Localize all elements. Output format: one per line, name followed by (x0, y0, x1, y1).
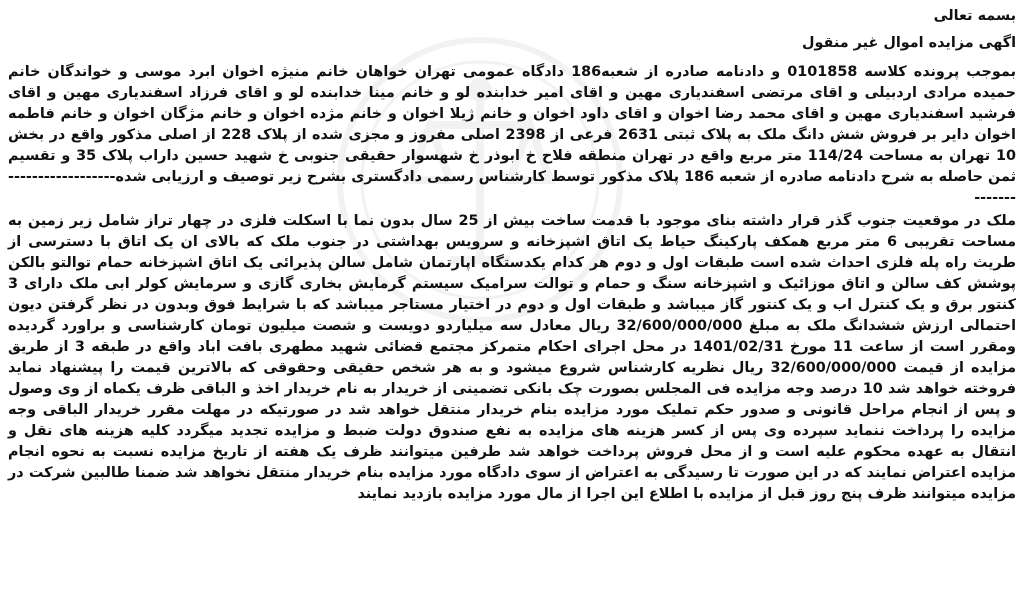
notice-paragraph-description: ملک در موقعیت جنوب گذر قرار داشته بنای موجود با قدمت ساخت بیش از 25 سال بدون نما با اسکلت فلزی در چهار تراز شامل زیر زمین به مساحت تقریبی 6 متر مربع همکف پارکینگ حیاط یک اتاق اشپزخانه و سرویس بهداشتی در جنوب ملک که بالای ان یک اتاق با دسترسی از طریث راه پله فلزی احداث شده است طبقات اول و دوم هر کدام یکدستگاه اپارتمان شامل سالن پذیرائی یک اتاق اشپزخانه حمام توالتو بالکن پوشش کف سالن و اتاق موزائیک و اشپزخانه سنگ و حمام و توالت سرامیک سیستم گرمایش بخاری گازی و سرمایش کولر ابی ملک دارای 3 کنتور برق و یک کنترل اب و یک کنتور گاز میباشد و طبقات اول و دوم در اختیار مستاجر میباشد که با شرایط فوق وبدون در نظر گرفتن دیون احتمالی ارزش ششدانگ ملک به مبلغ 32/600/000/000 ریال معادل سه میلیاردو دویست و شصت میلیون تومان کارشناسی و براورد گردیده ومقرر است از ساعت 11 مورخ 1401/02/31 در محل اجرای احکام متمرکز مجتمع قضائی شهید مطهری بافت اباد واقع در طبقه 3 از طریق مزایده از قیمت 32/600/000/000 ریال نظریه کارشناس شروع میشود و به هر شخص حقیقی وحقوقی که بالاترین قیمت را پیشنهاد نماید فروخته خواهد شد 10 درصد وجه مزایده فی المجلس بصورت چک بانکی تضمینی از خریدار به نام خریدار اخذ و الباقی ظرف یکماه از وی وصول و پس از انجام مراحل قانونی و صدور حکم تملیک مورد مزایده بنام خریدار منتقل خواهد شد در صورتیکه در مهلت مقرر خریدار الباقی وجه مزایده را پرداخت ننماید سپرده وی پس از کسر هزینه های مزایده به نفع صندوق دولت ضبط و مزایده تجدید میگردد کلیه هزینه های نقل و انتقال به عهده محکوم علیه است و از محل فروش پرداخت خواهد شد طرفین میتوانند ظرف یک هفته از تاریخ مزایده نسبت به نحوه انجام مزایده اعتراض نمایند که در این صورت تا رسیدگی به اعتراض از سوی دادگاه مورد مزایده بنام خریدار منتقل نخواهد شد ضمنا طالبین شرکت در مزایده میتوانند ظرف پنج روز قبل از مزایده با اطلاع این اجرا از مال مورد مزایده بازدید نمایند (8, 213, 1016, 502)
notice-paragraph-case: بموجب پرونده کلاسه 0101858 و دادنامه صادره از شعبه186 دادگاه عمومی تهران خواهان خانم منیژه اخوان ابرد موسی و خواندگان خانم حمیده مرادی اردبیلی و اقای مرتضی اسفندیاری مهین و اقای امیر خدابنده لو و خانم مینا خدابنده لو و اقای فرزاد اسفندیاری مهین و اقای فرشید اسفندیاری مهین و اقای محمد رضا اخوان و اقای داود اخوان و خانم ژیلا اخوان و خانم مژده اخوان و خانم مژگان اخوان و خانم فاطمه اخوان دایر بر فروش شش دانگ ملک به پلاک ثبتی 2631 فرعی از 2398 اصلی مفروز و مجزی شده از پلاک 228 از اصلی مذکور واقع در بخش 10 تهران به مساحت 114/24 متر مربع واقع در تهران منطقه فلاح خ ابوذر خ شهسوار حقیقی جنوبی خ شهید حسین داراب پلاک 35 و تقسیم ثمن حاصله به شرح دادنامه صادره از شعبه 186 پلاک مذکور توسط کارشناس رسمی دادگستری بشرح زیر توصیف و ارزیابی شده------------------------- (8, 64, 1017, 206)
notice-body (8, 6, 1016, 505)
notice-title: اگهی مزایده اموال غیر منقول (802, 35, 1016, 51)
salutation: بسمه تعالی (933, 8, 1016, 24)
